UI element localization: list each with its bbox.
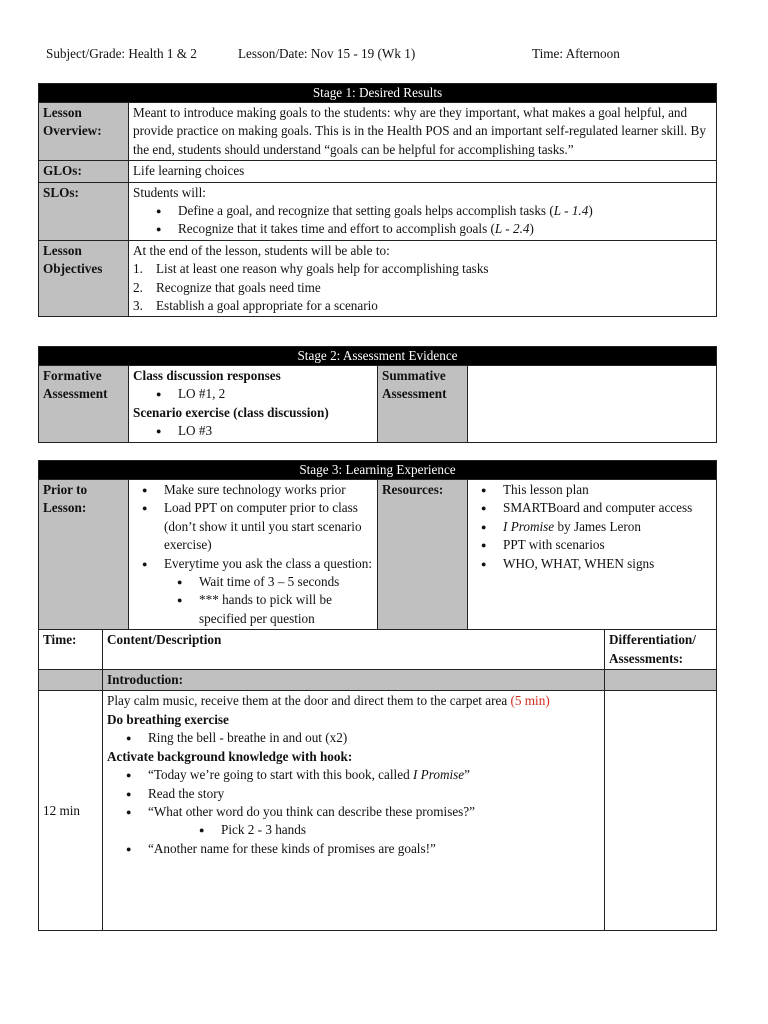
stage2-title: Stage 2: Assessment Evidence <box>39 347 717 366</box>
hook-item: ● “Another name for these kinds of promises are goals!” <box>125 840 600 858</box>
stage2-table <box>38 346 717 443</box>
subject-grade: Subject/Grade: Health 1 & 2 <box>46 46 197 61</box>
intro-diff-blank <box>605 670 717 691</box>
objectives-cell <box>129 240 717 317</box>
resources-list <box>472 481 712 573</box>
slo-item: ● Recognize that it takes time and effort to accomplish goals (L - 2.4) <box>155 220 712 238</box>
col-diff-header: Differentiation/ Assessments: <box>605 630 717 670</box>
formative-label: Formative Assessment <box>39 366 129 443</box>
slos-cell <box>129 182 717 240</box>
objective-item: 3. Establish a goal appropriate for a scenario <box>133 298 378 314</box>
summative-label: Summative Assessment <box>378 366 468 443</box>
summative-cell <box>468 366 717 443</box>
stage3-table <box>38 460 717 931</box>
objectives-list <box>133 260 712 315</box>
breathing-list <box>107 729 600 747</box>
lo-item: ● LO #3 <box>155 422 373 440</box>
stage1-table <box>38 83 717 317</box>
glos-text: Life learning choices <box>129 161 717 182</box>
hook-heading: Activate background knowledge with hook: <box>107 748 353 764</box>
resource-item: ● PPT with scenarios <box>480 536 712 554</box>
resources-label: Resources: <box>378 480 468 630</box>
intro-label: Introduction: <box>103 670 605 691</box>
prior-item: ● Load PPT on computer prior to class (don’t show it until you start scenario exercise) <box>141 499 373 554</box>
objectives-intro: At the end of the lesson, students will be able to: <box>133 242 390 258</box>
lesson-time: Time: Afternoon <box>532 46 620 61</box>
stage1-title: Stage 1: Desired Results <box>39 84 717 103</box>
intro-content <box>103 691 605 931</box>
col-content-header: Content/Description <box>103 630 605 670</box>
intro-time: 12 min <box>39 691 103 931</box>
breathing-heading: Do breathing exercise <box>107 711 229 727</box>
intro-time-blank <box>39 670 103 691</box>
prior-subitem: ● Wait time of 3 – 5 seconds <box>176 573 373 591</box>
hook-item: ● “Today we’re going to start with this book, called I Promise” <box>125 766 600 784</box>
class-discussion-heading: Class discussion responses <box>133 368 281 383</box>
prior-cell <box>129 480 378 630</box>
prior-item: ● Make sure technology works prior <box>141 481 373 499</box>
hook-list <box>107 766 600 858</box>
glos-label: GLOs: <box>39 161 129 182</box>
slos-label: SLOs: <box>39 182 129 240</box>
lesson-date: Lesson/Date: Nov 15 - 19 (Wk 1) <box>238 46 416 61</box>
resources-cell <box>468 480 717 630</box>
slos-intro: Students will: <box>133 184 206 200</box>
objectives-label: Lesson Objectives <box>39 240 129 317</box>
hook-subitem: ● Pick 2 - 3 hands <box>198 821 600 839</box>
prior-list <box>133 481 373 628</box>
lo-list <box>133 422 373 440</box>
intro-music: Play calm music, receive them at the door and direct them to the carpet area (5 min) <box>107 693 550 709</box>
lo-list <box>133 385 373 403</box>
hook-item: ● Read the story <box>125 785 600 803</box>
prior-item: ● Everytime you ask the class a question: ● Wait time of 3 – 5 seconds ● *** hands to pick will be specified per question <box>141 555 373 629</box>
hook-sublist <box>148 821 600 839</box>
breathing-item: ● Ring the bell - breathe in and out (x2) <box>125 729 600 747</box>
scenario-exercise-heading: Scenario exercise (class discussion) <box>133 404 329 420</box>
resource-item: ● This lesson plan <box>480 481 712 499</box>
col-time-header: Time: <box>39 630 103 670</box>
stage3-title: Stage 3: Learning Experience <box>39 461 717 480</box>
objective-item: 1. List at least one reason why goals help for accomplishing tasks <box>133 261 489 277</box>
music-duration: (5 min) <box>510 693 550 709</box>
resource-item: ● I Promise by James Leron <box>480 518 712 536</box>
overview-text: Meant to introduce making goals to the students: why are they important, what makes a goal helpful, and provide practice on making goals. This is in the Health POS and an important self-regulated learner skill. By the end, students should understand “goals can be helpful for accomplishing tasks.” <box>129 103 717 161</box>
formative-cell <box>129 366 378 443</box>
prior-subitem: ● *** hands to pick will be specified per question <box>176 591 373 628</box>
overview-label: Lesson Overview: <box>39 103 129 161</box>
prior-label: Prior to Lesson: <box>39 480 129 630</box>
hook-item: ● “What other word do you think can describe these promises?” ● Pick 2 - 3 hands <box>125 803 600 840</box>
intro-diff <box>605 691 717 931</box>
slo-ref: L - 2.4 <box>494 221 530 237</box>
objective-item: 2. Recognize that goals need time <box>133 279 321 295</box>
slo-item: ● Define a goal, and recognize that setting goals helps accomplish tasks (L - 1.4) <box>155 202 712 220</box>
lesson-header <box>46 46 726 64</box>
lo-item: ● LO #1, 2 <box>155 385 373 403</box>
resource-item: ● WHO, WHAT, WHEN signs <box>480 555 712 573</box>
prior-sublist <box>164 573 373 628</box>
resource-item: ● SMARTBoard and computer access <box>480 499 712 517</box>
slo-ref: L - 1.4 <box>553 203 589 219</box>
slos-list <box>133 202 712 239</box>
